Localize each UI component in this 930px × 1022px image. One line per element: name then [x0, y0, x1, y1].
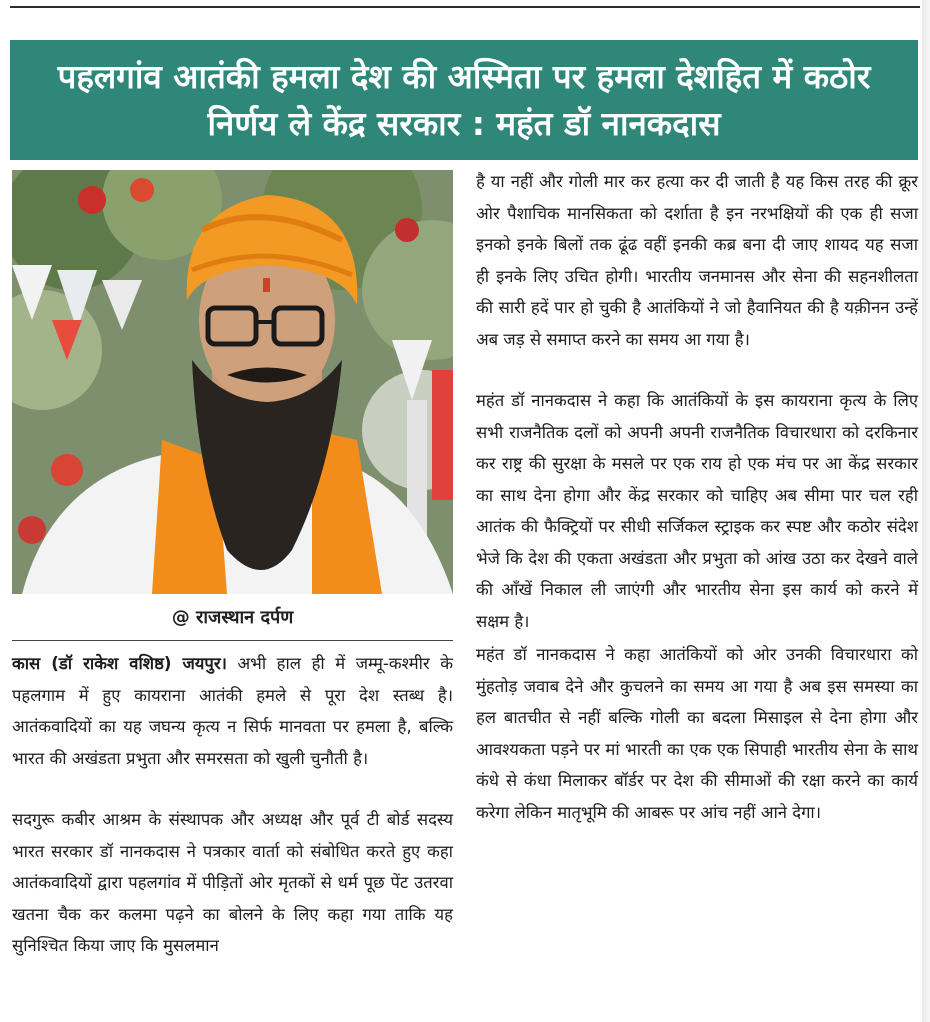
- left-column: [12, 648, 453, 962]
- headline-text: पहलगांव आतंकी हमला देश की अस्मिता पर हमला देशहित में कठोर निर्णय ले केंद्र सरकार : महंत डॉ नानकदास: [57, 57, 871, 143]
- page-edge: [922, 0, 930, 1022]
- top-rule: [10, 6, 920, 8]
- portrait-image: [12, 170, 453, 594]
- paragraph-5: महंत डॉ नानकदास ने कहा आतंकियों को ओर उनकी विचारधारा को मुंहतोड़ जवाब देने और कुचलने का समय आ गया है अब इस समस्या का हल बातचीत से नहीं बल्कि गोली का बदला मिसाइल से देना होगा और आवश्यकता पड़ने पर मां भारती का एक एक सिपाही भारतीय सेना के साथ कंधे से कंधा मिलाकर बॉर्डर पर देश की सीमाओं की रक्षा करने का कार्य करेगा लेकिन मातृभूमि की आबरू पर आंच नहीं आने देगा।: [476, 645, 918, 822]
- headline-banner: [10, 40, 918, 160]
- lead-text: अभी हाल ही में जम्मू-कश्मीर के पहलगाम में हुए कायराना आतंकी हमले से पूरा देश स्तब्ध है। आतंकवादियों का यह जघन्य कृत्य न सिर्फ मानवता पर हमला है, बल्कि भारत की अखंडता प्रभुता और समरसता को खुली चुनौती है।: [12, 654, 453, 768]
- caption-divider: [12, 640, 453, 641]
- news-photo: [12, 170, 453, 594]
- paragraph-2: सदगुरू कबीर आश्रम के संस्थापक और अध्यक्ष और पूर्व टी बोर्ड सदस्य भारत सरकार डॉ नानकदास ने पत्रकार वार्ता को संबोधित करते हुए कहा आतंकवादियों द्वारा पहलगांव में पीड़ितों ओर मृतकों से धर्म पूछ पेंट उतरवा खतना चैक कर कलमा पढ़ने का बोलने के लिए कहा गया ताकि यह सुनिश्चित किया जाए कि मुसलमान: [12, 810, 453, 955]
- dateline: कास (डॉ राकेश वशिष्ठ) जयपुर।: [12, 654, 227, 673]
- paragraph-4: महंत डॉ नानकदास ने कहा कि आतंकियों के इस कायराना कृत्य के लिए सभी राजनैतिक दलों को अपनी अपनी राजनैतिक विचारधारा को दरकिनार कर राष्ट्र की सुरक्षा के मसले पर एक राय हो एक मंच पर आ केंद्र सरकार का साथ देना होगा और केंद्र सरकार को चाहिए अब सीमा पार चल रही आतंक की फैक्ट्रियों पर सीधी सर्जिकल स्ट्राइक कर स्पष्ट और कठोर संदेश भेजे कि देश की एकता अखंडता और प्रभुता को आंख उठा कर देखने वाले की आँखें निकाल ली जाएंगी और भारतीय सेना इस कार्य को करने में सक्षम है।: [476, 391, 918, 631]
- right-column: [476, 166, 918, 828]
- paragraph-3: है या नहीं और गोली मार कर हत्या कर दी जाती है यह किस तरह की क्रूर ओर पैशाचिक मानसिकता को दर्शाता है इन नरभक्षियों की एक ही सजा इनको इनके बिलों तक ढूंढ वहीं इनकी कब्र बना दी जाए शायद यह सजा ही इनके लिए उचित होगी। भारतीय जनमानस और सेना की सहनशीलता की सारी हदें पार हो चुकी है आतंकियों ने जो हैवानियत की है यक़ीनन उन्हें अब जड़ से समाप्त करने का समय आ गया है।: [476, 172, 918, 349]
- lead-paragraph: [12, 648, 453, 774]
- photo-caption: @ राजस्थान दर्पण: [171, 607, 294, 628]
